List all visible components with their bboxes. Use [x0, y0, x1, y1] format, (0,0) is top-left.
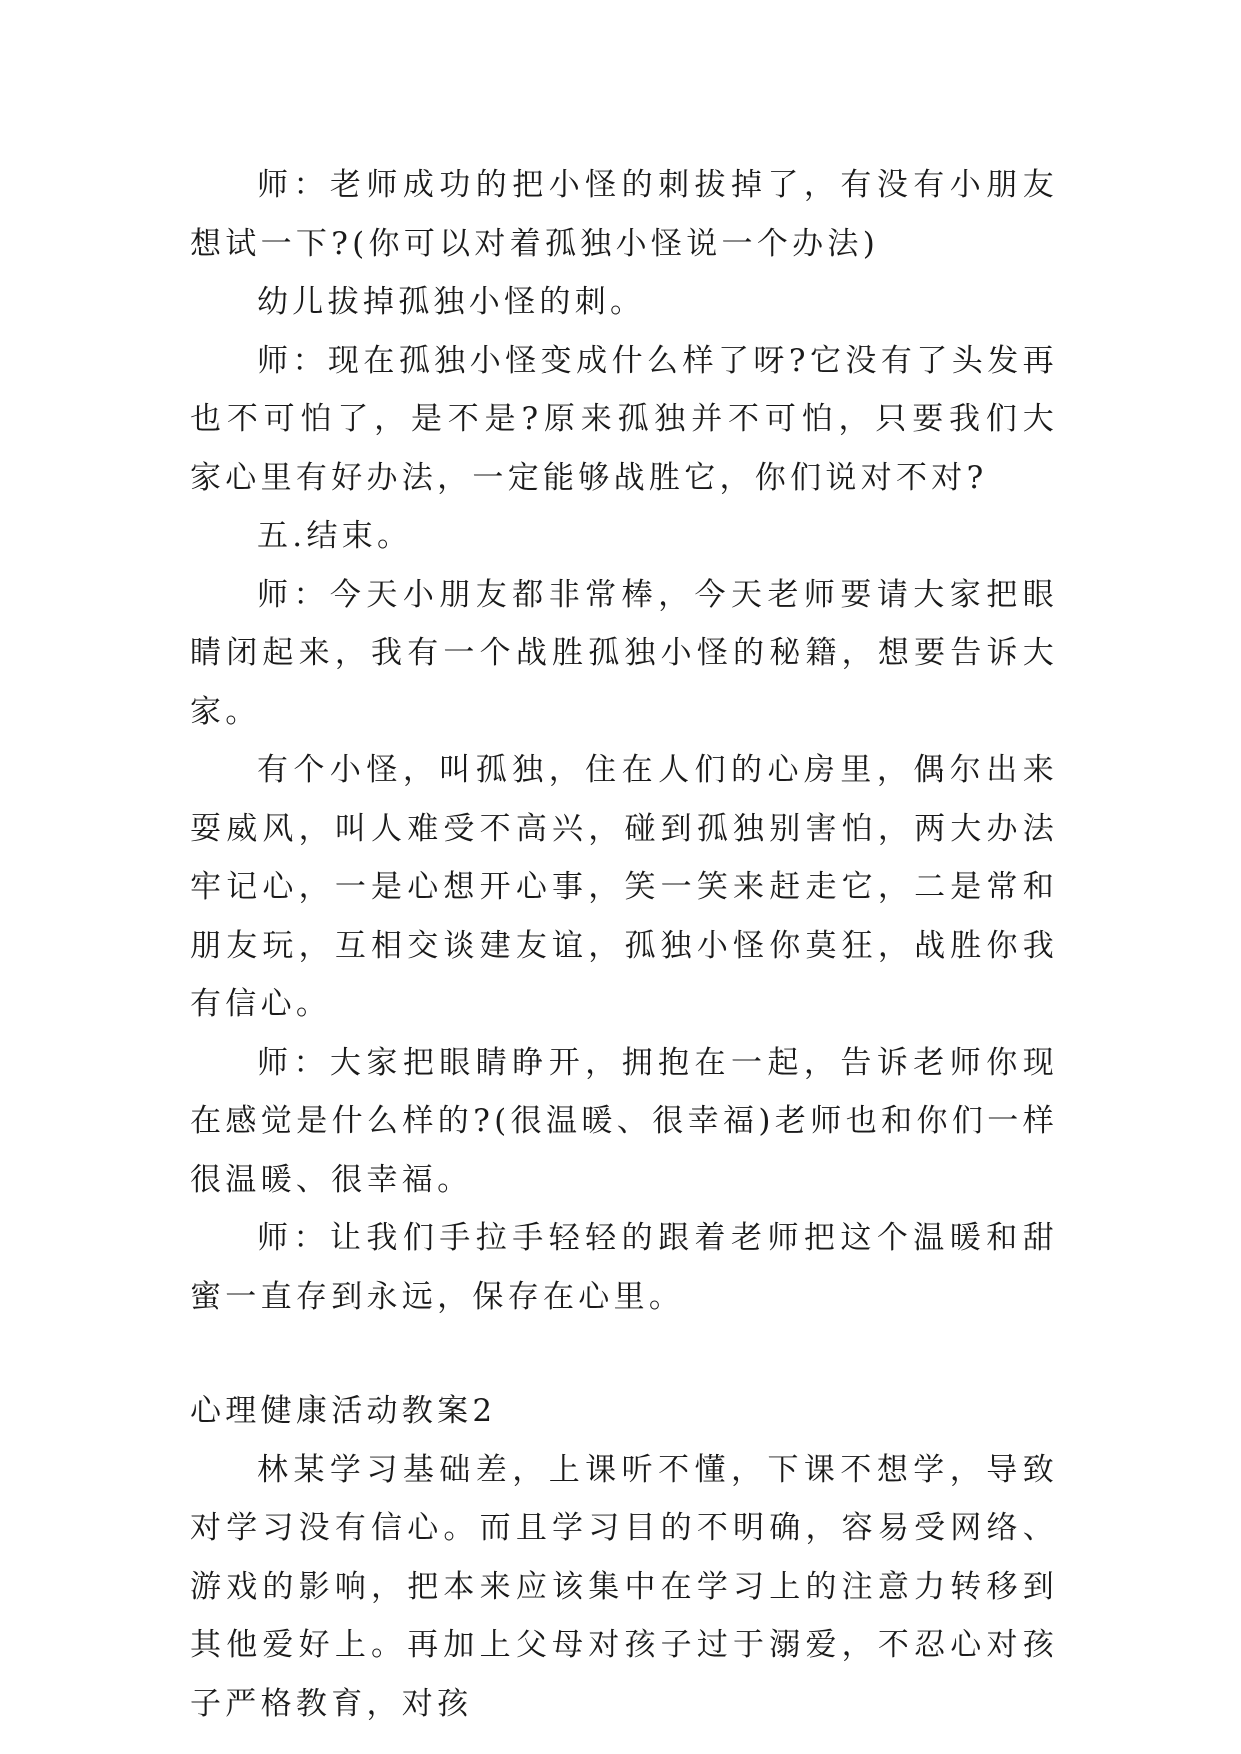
paragraph-teacher-not-scary: 师：现在孤独小怪变成什么样了呀?它没有了头发再也不可怕了，是不是?原来孤独并不可怕，只要我们大家心里有好办法，一定能够战胜它，你们说对不对?: [190, 342, 1058, 496]
paragraph-step-five-end: 五.结束。: [257, 518, 413, 554]
section-title: 心理健康活动教案2: [190, 1393, 497, 1429]
document-body: [190, 156, 1058, 1733]
paragraph-teacher-remove-thorn: 师：老师成功的把小怪的刺拔掉了，有没有小朋友想试一下?(你可以对着孤独小怪说一个办法): [190, 167, 1058, 262]
paragraph-case-description: 林某学习基础差，上课听不懂，下课不想学，导致对学习没有信心。而且学习目的不明确，容易受网络、游戏的影响，把本来应该集中在学习上的注意力转移到其他爱好上。再加上父母对孩子过于溺爱，不忍心对孩子严格教育，对孩: [190, 1451, 1058, 1722]
paragraph-children-remove-thorn: 幼儿拔掉孤独小怪的刺。: [257, 284, 646, 320]
paragraph-teacher-hand-in-hand: 师：让我们手拉手轻轻的跟着老师把这个温暖和甜蜜一直存到永远，保存在心里。: [190, 1220, 1058, 1315]
paragraph-rhyme: 有个小怪，叫孤独，住在人们的心房里，偶尔出来耍威风，叫人难受不高兴，碰到孤独别害怕，两大办法牢记心，一是心想开心事，笑一笑来赶走它，二是常和朋友玩，互相交谈建友谊，孤独小怪你莫狂，战胜你我有信心。: [190, 752, 1058, 1022]
paragraph-teacher-close-eyes: 师：今天小朋友都非常棒，今天老师要请大家把眼睛闭起来，我有一个战胜孤独小怪的秘籍，想要告诉大家。: [190, 576, 1058, 730]
paragraph-teacher-open-eyes: 师：大家把眼睛睁开，拥抱在一起，告诉老师你现在感觉是什么样的?(很温暖、很幸福)老师也和你们一样很温暖、很幸福。: [190, 1044, 1058, 1198]
